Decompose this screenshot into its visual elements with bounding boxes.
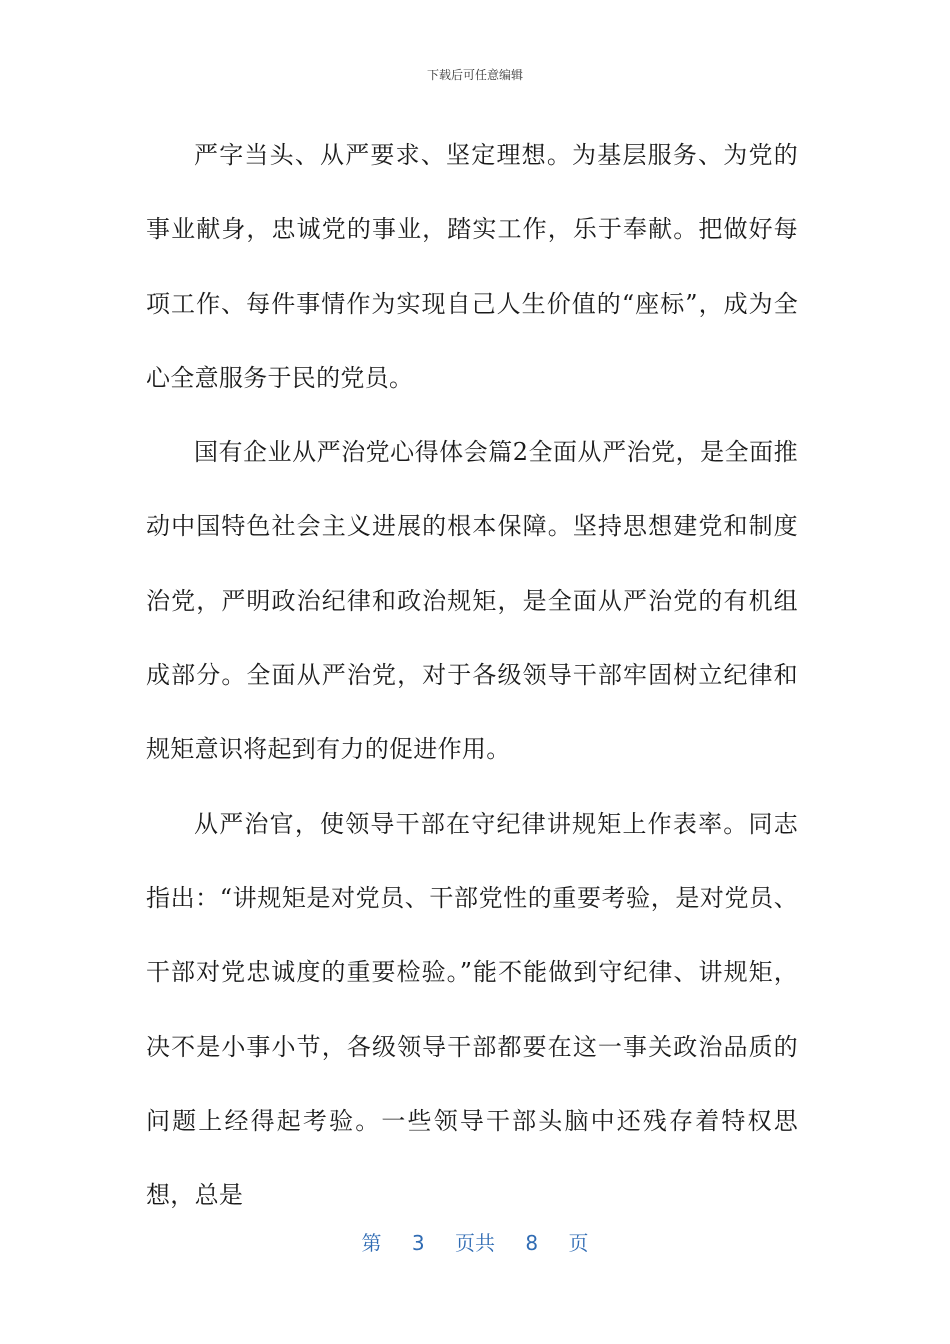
footer-suffix: 页 [568, 1231, 589, 1255]
paragraph: 严字当头、从严要求、坚定理想。为基层服务、为党的事业献身，忠诚党的事业，踏实工作，乐于奉献。把做好每项工作、每件事情作为实现自己人生价值的“座标”，成为全心全意服务于民的党员。 [146, 141, 798, 392]
current-page-number: 3 [411, 1231, 425, 1255]
document-body [146, 118, 798, 1232]
footer-middle: 页共 [455, 1231, 495, 1255]
total-pages: 8 [525, 1231, 539, 1255]
page-header: 下载后可任意编辑 [426, 68, 523, 82]
footer-prefix: 第 [361, 1231, 382, 1255]
page-footer [0, 1227, 950, 1256]
paragraph: 国有企业从严治党心得体会篇2全面从严治党，是全面推动中国特色社会主义进展的根本保障。坚持思想建党和制度治党，严明政治纪律和政治规矩，是全面从严治党的有机组成部分。全面从严治党，对于各级领导干部牢固树立纪律和规矩意识将起到有力的促进作用。 [146, 438, 798, 764]
paragraph: 从严治官，使领导干部在守纪律讲规矩上作表率。同志指出：“讲规矩是对党员、干部党性的重要考验，是对党员、干部对党忠诚度的重要检验。”能不能做到守纪律、讲规矩，决不是小事小节，各级领导干部都要在这一事关政治品质的问题上经得起考验。一些领导干部头脑中还残存着特权思想，总是 [146, 809, 798, 1210]
